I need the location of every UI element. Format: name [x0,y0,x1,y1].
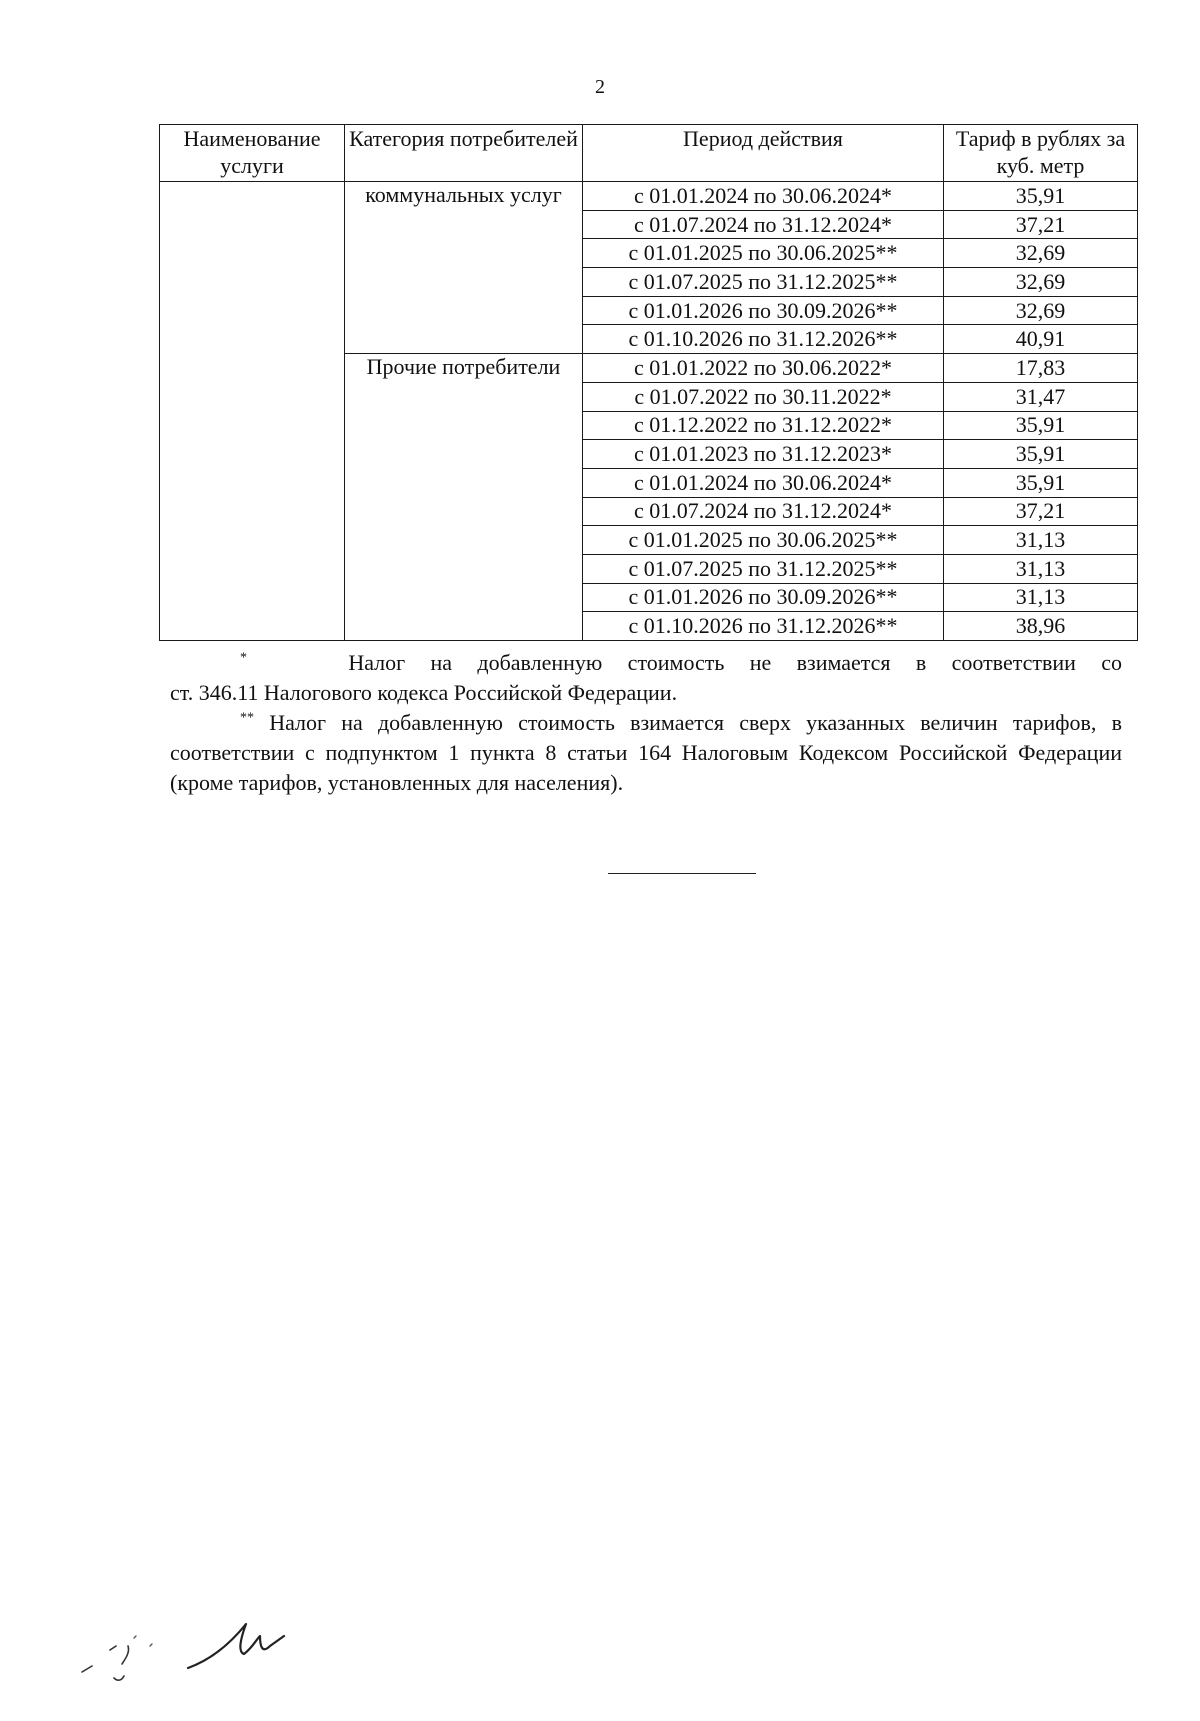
period-cell: с 01.01.2025 по 30.06.2025** [583,239,944,268]
period-cell: с 01.01.2022 по 30.06.2022* [583,354,944,383]
header-service: Наименование услуги [160,125,345,182]
header-tariff: Тариф в рублях за куб. метр [944,125,1138,182]
period-cell: с 01.07.2024 по 31.12.2024* [583,210,944,239]
tariff-cell: 31,47 [944,382,1138,411]
tariff-cell: 37,21 [944,210,1138,239]
tariff-cell: 17,83 [944,354,1138,383]
tariff-cell: 32,69 [944,239,1138,268]
tariff-cell: 37,21 [944,497,1138,526]
period-cell: с 01.12.2022 по 31.12.2022* [583,411,944,440]
footnote-single-asterisk [170,648,1122,708]
tariff-cell: 31,13 [944,554,1138,583]
period-cell: с 01.07.2025 по 31.12.2025** [583,554,944,583]
tariff-cell: 35,91 [944,182,1138,211]
period-cell: с 01.10.2026 по 31.12.2026** [583,325,944,354]
tariff-cell: 31,13 [944,583,1138,612]
tariff-cell: 31,13 [944,526,1138,555]
service-name-cell [160,182,345,641]
header-category: Категория потребителей [345,125,583,182]
footnote-marker: * [240,650,247,666]
period-cell: с 01.01.2023 по 31.12.2023* [583,440,944,469]
footnote-text: Налог на добавленную стоимость взимается сверх указанных величин тарифов, в соответствии с подпунктом 1 пункта 8 статьи 164 Налоговым Кодексом Российской Федерации (кроме тарифов, установленных для населения). [170,710,1122,795]
category-cell: коммунальных услуг [345,182,583,354]
tariff-cell: 38,96 [944,612,1138,641]
period-cell: с 01.01.2026 по 30.09.2026** [583,296,944,325]
tariff-cell: 32,69 [944,268,1138,297]
tariff-cell: 40,91 [944,325,1138,354]
period-cell: с 01.01.2025 по 30.06.2025** [583,526,944,555]
end-divider [608,873,756,874]
tariff-cell: 32,69 [944,296,1138,325]
tariff-table [159,124,1138,641]
footnotes [170,648,1122,798]
period-cell: с 01.07.2024 по 31.12.2024* [583,497,944,526]
table-body [160,182,1138,641]
header-period: Период действия [583,125,944,182]
period-cell: с 01.01.2024 по 30.06.2024* [583,468,944,497]
handwritten-signature [70,1580,310,1690]
table-header-row [160,125,1138,182]
tariff-cell: 35,91 [944,440,1138,469]
footnote-text-line1: Налог на добавленную стоимость не взимается в соответствии со [348,650,1122,675]
category-cell: Прочие потребители [345,354,583,641]
footnote-text-line2: ст. 346.11 Налогового кодекса Российской Федерации. [170,680,678,705]
footnote-double-asterisk [170,708,1122,798]
footnote-marker: ** [240,710,254,726]
tariff-cell: 35,91 [944,411,1138,440]
period-cell: с 01.07.2022 по 30.11.2022* [583,382,944,411]
period-cell: с 01.10.2026 по 31.12.2026** [583,612,944,641]
table-row [160,182,1138,211]
period-cell: с 01.01.2024 по 30.06.2024* [583,182,944,211]
tariff-cell: 35,91 [944,468,1138,497]
period-cell: с 01.01.2026 по 30.09.2026** [583,583,944,612]
period-cell: с 01.07.2025 по 31.12.2025** [583,268,944,297]
page-number: 2 [595,76,605,98]
